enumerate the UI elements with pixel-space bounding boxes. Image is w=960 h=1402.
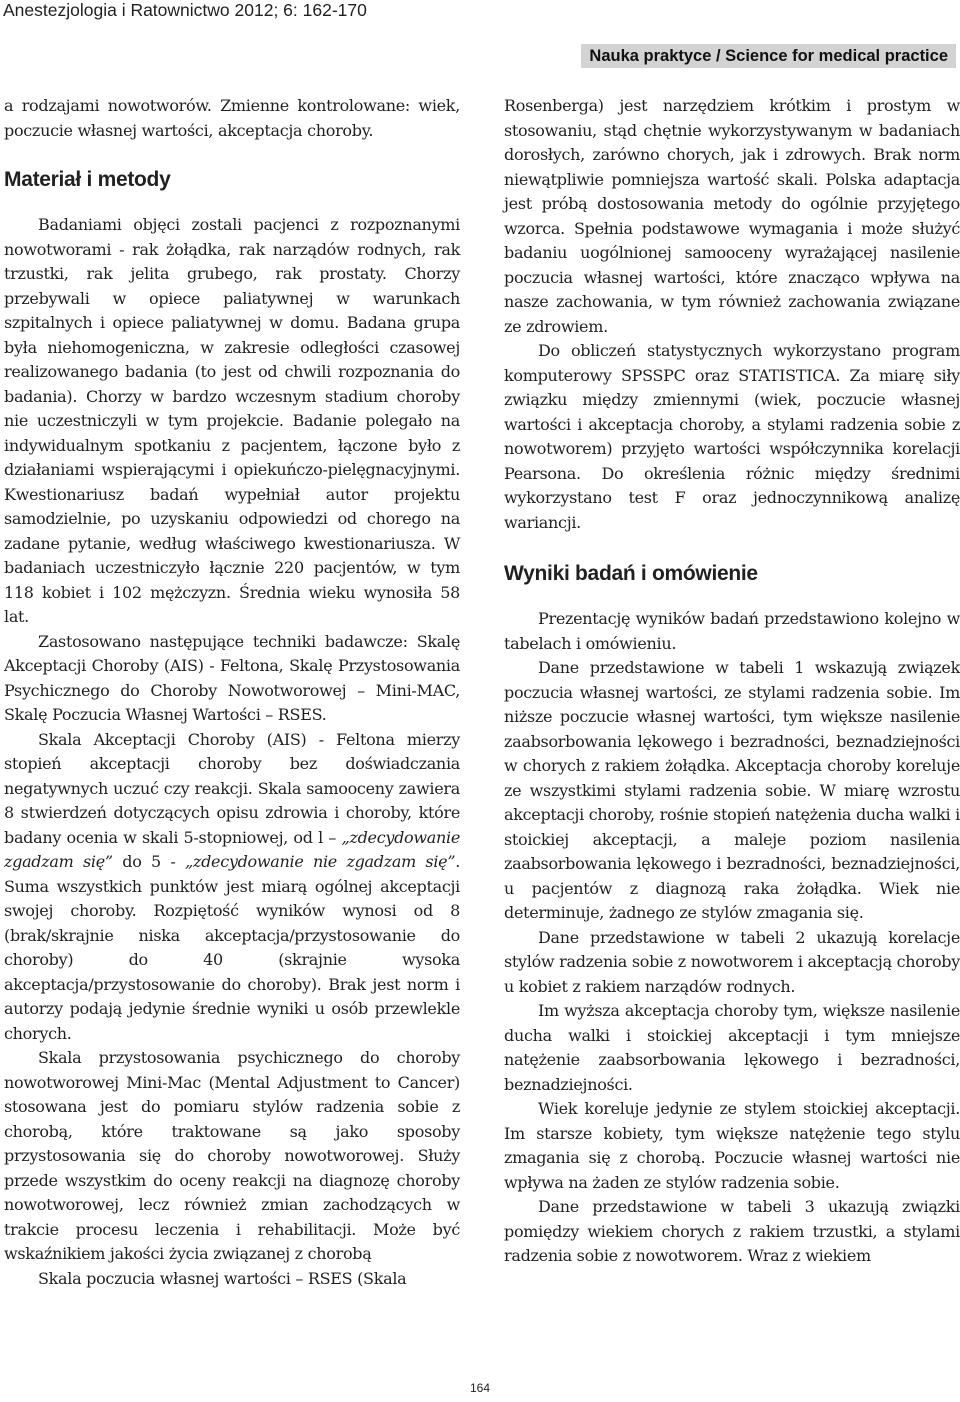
paragraph-methods-2: Zastosowano następujące techniki badawcze: Skalę Akceptacji Choroby (AIS) - Feltona, Skalę Przystosowania Psychicznego do Choroby Nowotworowej – Mini-MAC, Skalę Poczucia Własnej Wartości – RSES.	[4, 631, 460, 724]
left-column	[4, 94, 460, 1291]
paragraph-acceptance: Im wyższa akceptacja choroby tym, większe nasilenie ducha walki i stoickiej akceptacji i tym mniejsze natężenie zaabsorbowania lękowego i bezradności, beznadziejności.	[504, 1001, 960, 1094]
page-number: 164	[469, 1381, 491, 1395]
paragraph-results-intro: Prezentację wyników badań przedstawiono kolejno w tabelach i omówieniu.	[504, 609, 960, 653]
journal-citation: Anestezjologia i Ratownictwo 2012; 6: 162-170	[3, 0, 367, 20]
ais-text-c: . Suma wszystkich punktów jest miarą ogólnej akceptacji swojej choroby. Rozpiętość wyników wynosi od 8 (brak/skrajnie niska akceptacja/przystosowanie do choroby) do 40 (skrajnie wysoka akceptacja/przystosowanie do choroby). Brak jest norm i autorzy podają jedynie średnie wyniki u osób przewlekle chorych.	[4, 852, 461, 1043]
section-banner: Nauka praktyce / Science for medical practice	[581, 44, 956, 68]
ais-text-a: Skala Akceptacji Choroby (AIS) - Feltona mierzy stopień akceptacji choroby bez doświadczania negatywnych uczuć czy reakcji. Skala samooceny zawiera 8 stwierdzeń dotyczących opisu zdrowia i choroby, które badany ocenia w skali 5-stopniowej, od l –	[4, 729, 460, 847]
paragraph-methods-1: Badaniami objęci zostali pacjenci z rozpoznanymi nowotworami - rak żołądka, rak narządów rodnych, rak trzustki, rak jelita grubego, rak prostaty. Chorzy przebywali w opiece paliatywnej w warunkach szpitalnych i opiece paliatywnej w domu. Badana grupa była niehomogeniczna, w zakresie odległości czasowej realizowanego badania (to jest od chwili rozpoznania do badania). Chorzy w bardzo wczesnym stadium choroby nie uczestniczyli w tym projekcie. Badanie polegało na indywidualnym spotkaniu z pacjentem, łączone było z działaniami wspierającymi i opiekuńczo-pielęgnacyjnymi. Kwestionariusz badań wypełniał autor projektu samodzielnie, po uzyskaniu odpowiedzi od chorego na zadane pytanie, według właściwego kwestionariusza. W badaniach uczestniczyło łącznie 220 pacjentów, w tym 118 kobiet i 102 mężczyzn. Średnia wieku wynosiła 58 lat.	[4, 215, 460, 626]
heading-methods: Materiał i metody	[4, 168, 171, 191]
ais-quote-disagree: „zdecydowanie nie zgadzam się”	[184, 852, 456, 871]
ais-text-b: do 5 -	[112, 852, 185, 871]
heading-results: Wyniki badań i omówienie	[504, 562, 758, 585]
ais-quote-agree: „zdecydowanie zgadzam się”	[4, 827, 460, 871]
paragraph-minimac-scale: Skala przystosowania psychicznego do choroby nowotworowej Mini-Mac (Mental Adjustment to Cancer) stosowana jest do pomiaru stylów radzenia sobie z chorobą, które traktowane są jako sposoby przystosowania się do choroby nowotworowej. Służy przede wszystkim do oceny reakcji na diagnozę choroby nowotworowej, lecz również zmian zachodzących w trakcie procesu leczenia i rehabilitacji. Może być wskaźnikiem jakości życia związanej z chorobą	[4, 1048, 460, 1263]
paragraph-table-1: Dane przedstawione w tabeli 1 wskazują związek poczucia własnej wartości, ze stylami radzenia sobie. Im niższe poczucie własnej wartości, tym większe nasilenie zaabsorbowania lękowego i bezradności, beznadziejności w chorych z rakiem żołądka. Akceptacja choroby koreluje ze wszystkimi stylami radzenia sobie. W miarę wzrostu akceptacji choroby, rośnie stopień natężenia ducha walki i stoickiej akceptacji, a maleje poziom nasilenia zaabsorbowania lękowego i bezradności, beznadziejności, u pacjentów z diagnozą raka żołądka. Wiek nie determinuje, żadnego ze stylów zmagania się.	[504, 658, 960, 922]
paragraph-intro: a rodzajami nowotworów. Zmienne kontrolowane: wiek, poczucie własnej wartości, akceptacja choroby.	[4, 96, 460, 140]
paragraph-table-3: Dane przedstawione w tabeli 3 ukazują związki pomiędzy wiekiem chorych z rakiem trzustki, a stylami radzenia sobie z nowotworem. Wraz z wiekiem	[504, 1197, 960, 1265]
paragraph-rses-continued: Rosenberga) jest narzędziem krótkim i prostym w stosowaniu, stąd chętnie wykorzystywanym w badaniach dorosłych, zarówno chorych, jak i zdrowych. Brak norm niewątpliwie pomniejsza wartość skali. Polska adaptacja jest próbą dostosowania metody do ogólnie przyjętego wzorca. Spełnia podstawowe wymagania i może służyć badaniu uogólnionej samooceny wyrażającej nasilenie poczucia własnej wartości, które znacząco wpływa na nasze zachowania, w tym również zachowania związane ze zdrowiem.	[504, 96, 960, 336]
paragraph-ais-scale	[4, 728, 460, 1047]
paragraph-rses-scale: Skala poczucia własnej wartości – RSES (Skala	[38, 1268, 407, 1288]
paragraph-table-2: Dane przedstawione w tabeli 2 ukazują korelacje stylów radzenia sobie z nowotworem i akceptacją choroby u kobiet z rakiem narządów rodnych.	[504, 927, 960, 996]
paragraph-age: Wiek koreluje jedynie ze stylem stoickiej akceptacji. Im starsze kobiety, tym większe natężenie tego stylu zmagania się z chorobą. Poczucie własnej wartości nie wpływa na żaden ze stylów radzenia sobie.	[504, 1099, 960, 1192]
paragraph-statistics: Do obliczeń statystycznych wykorzystano program komputerowy SPSSPC oraz STATISTICA. Za miarę siły związku między zmiennymi (wiek, poczucie własnej wartości i akceptacja choroby, a stylami radzenia sobie z nowotworem) przyjęto wartości współczynnika korelacji Pearsona. Do określenia różnic między średnimi wykorzystano test F oraz jednoczynnikową analizę wariancji.	[504, 341, 960, 532]
right-column	[504, 94, 960, 1269]
